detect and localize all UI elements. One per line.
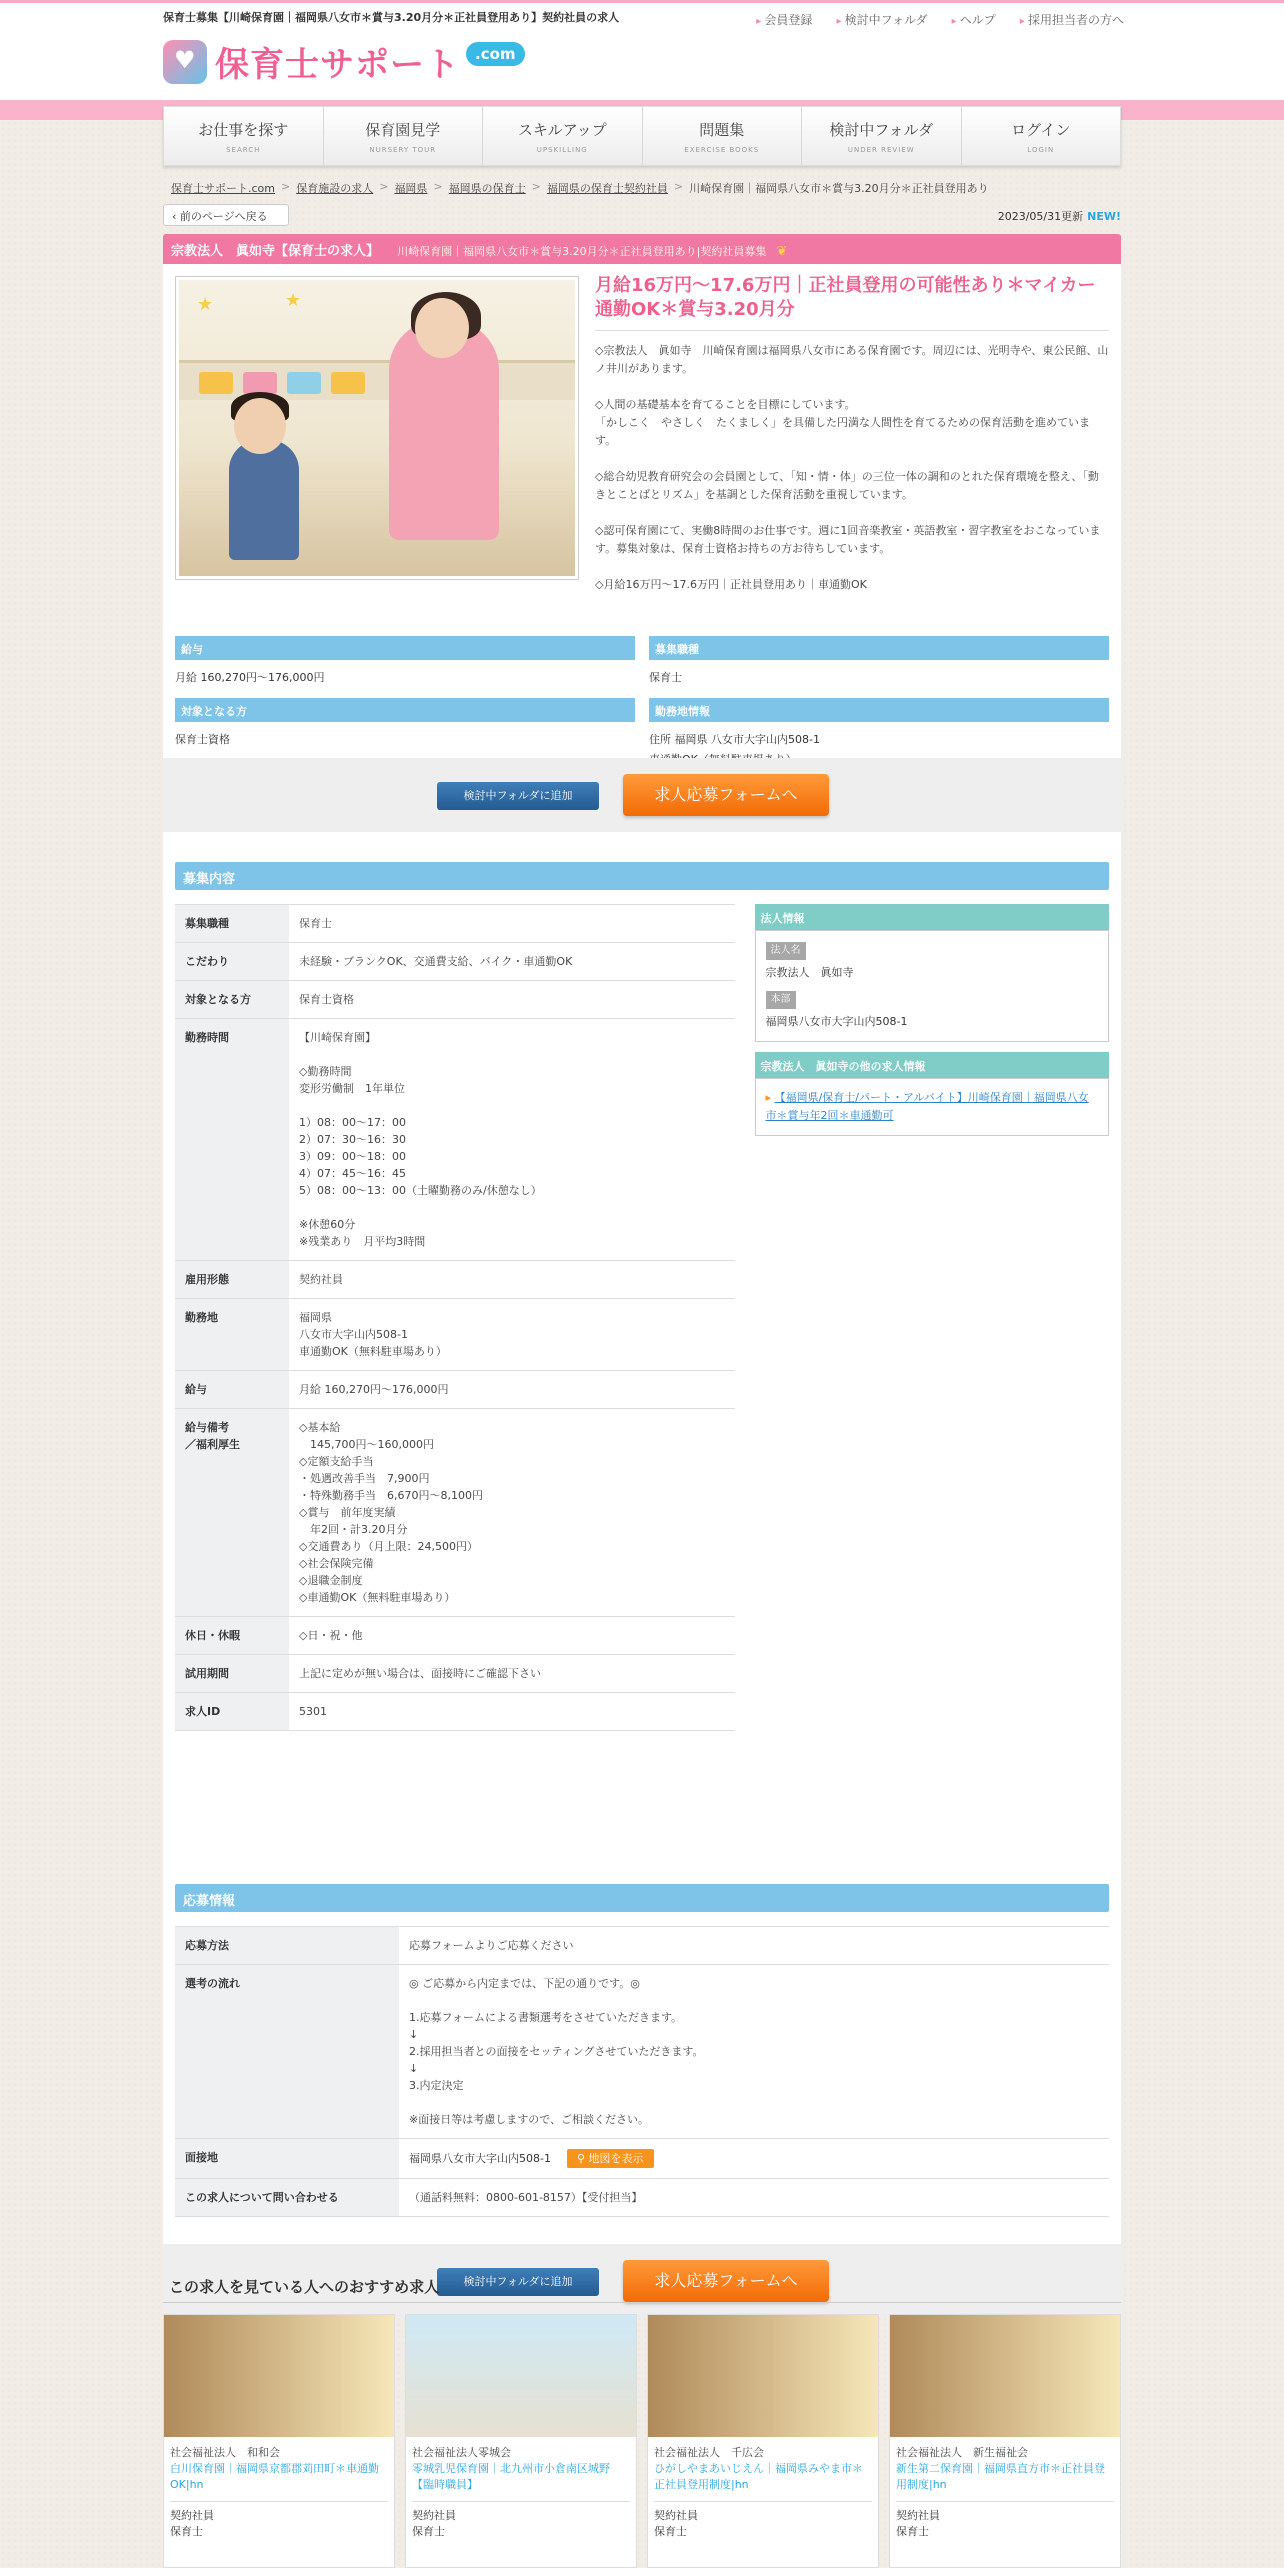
recommend-corp: 社会福祉法人 和和会 bbox=[170, 2446, 280, 2459]
row-key: 休日・休暇 bbox=[175, 1617, 289, 1655]
recruit-columns bbox=[175, 904, 1109, 1731]
place-address: 住所 福岡県 八女市大字山内508-1 bbox=[649, 733, 820, 746]
map-button-label: 地図を表示 bbox=[588, 2152, 644, 2165]
back-label: 前のページへ戻る bbox=[179, 210, 268, 223]
job-overview bbox=[163, 264, 1121, 758]
recommend-image bbox=[648, 2315, 878, 2437]
nav-label: 検討中フォルダ bbox=[829, 121, 934, 139]
recommend-card[interactable] bbox=[163, 2314, 395, 2568]
row-value: ◇基本給 145,700円～160,000円 ◇定額支給手当 ・処遇改善手当 7,900円 ・特殊勤務手当 6,670円～8,100円 ◇賞与 前年度実績 年2回・計3.20月分 ◇交通費あり（月上限：24,500円） ◇社会保険完備 ◇退職金制度 ◇車通勤OK（無料駐車場あり） bbox=[289, 1409, 735, 1617]
back-button[interactable] bbox=[163, 204, 289, 226]
row-key: 給与備考 ／福利厚生 bbox=[175, 1409, 289, 1617]
nav-nursery-tour[interactable] bbox=[324, 107, 484, 165]
row-value bbox=[399, 2139, 1109, 2179]
recommend-title-link[interactable]: 零城乳児保育園｜北九州市小倉南区城野【臨時職員】 bbox=[412, 2462, 610, 2491]
divider bbox=[896, 2501, 1114, 2502]
job-description bbox=[595, 342, 1109, 612]
recommend-type: 契約社員 bbox=[654, 2509, 698, 2522]
row-value: 上記に定めが無い場合は、面接時にご確認下さい bbox=[289, 1655, 735, 1693]
row-key: この求人について問い合わせる bbox=[175, 2179, 399, 2217]
table-row bbox=[175, 2139, 1109, 2179]
divider bbox=[412, 2501, 630, 2502]
nav-sublabel: UPSKILLING bbox=[536, 146, 588, 154]
register-link[interactable]: ▸ 会員登録 bbox=[756, 11, 812, 28]
summary-salary bbox=[175, 636, 635, 698]
updated-date bbox=[998, 208, 1121, 224]
folder-link[interactable]: ▸ 検討中フォルダ bbox=[836, 11, 927, 28]
breadcrumb-contract[interactable]: 福岡県の保育士契約社員 bbox=[546, 182, 668, 195]
cta-bar-top bbox=[163, 758, 1121, 832]
desc-paragraph: ◇宗教法人 眞如寺 川崎保育園は福岡県八女市にある保育園です。周辺には、光明寺や、東公民館、山ノ井川があります。 bbox=[595, 344, 1109, 375]
table-row bbox=[175, 1617, 735, 1655]
row-value: 【川崎保育園】 ◇勤務時間 変形労働制 1年単位 1）08：00～17：00 2）07：30～16：30 3）09：00～18：00 4）07：45～16：45 5）08：00～13：00（土曜勤務のみ/休憩なし） ※休憩60分 ※残業あり 月平均3時間 bbox=[289, 1019, 735, 1261]
recommend-image bbox=[890, 2315, 1120, 2437]
recommend-body bbox=[406, 2437, 636, 2548]
job-headline: 月給16万円～17.6万円｜正社員登用の可能性あり＊マイカー通勤OK＊賞与3.20月分 bbox=[595, 274, 1109, 331]
summary-value: 保育士 bbox=[649, 671, 682, 684]
summary-heading: 給与 bbox=[175, 636, 635, 660]
desc-paragraph: ◇総合幼児教育研究会の会員園として、「知・情・体」の三位一体の調和のとれた保育環境を整え、「動きとことばとリズム」を基調とした保育活動を重視しています。 bbox=[595, 470, 1099, 501]
toy-box bbox=[287, 372, 321, 394]
site-logo[interactable] bbox=[163, 37, 525, 86]
row-value: 契約社員 bbox=[289, 1261, 735, 1299]
nav-login[interactable] bbox=[962, 107, 1121, 165]
table-row bbox=[175, 1409, 735, 1617]
table-row bbox=[175, 1927, 1109, 1965]
show-map-button[interactable] bbox=[567, 2149, 654, 2168]
row-key: 勤務地 bbox=[175, 1299, 289, 1371]
summary-job bbox=[649, 636, 1109, 698]
add-to-folder-button[interactable]: 検討中フォルダに追加 bbox=[437, 782, 599, 810]
row-key: 給与 bbox=[175, 1371, 289, 1409]
recommend-job: 保育士 bbox=[170, 2525, 203, 2538]
recommend-job: 保育士 bbox=[654, 2525, 687, 2538]
breadcrumb-separator: > bbox=[531, 180, 541, 193]
section-heading: 募集内容 bbox=[175, 862, 1109, 890]
table-row bbox=[175, 1261, 735, 1299]
row-value: ◎ ご応募から内定までは、下記の通りです。◎ 1.応募フォームによる書類選考をさせていただきます。 ↓ 2.採用担当者との面接をセッティングさせていただきます。 ↓ 3.内定決定 ※面接日等は考慮しますので、ご相談ください。 bbox=[399, 1965, 1109, 2139]
row-key: 応募方法 bbox=[175, 1927, 399, 1965]
breadcrumb-home[interactable]: 保育士サポート.com bbox=[171, 182, 275, 195]
row-value: 月給 160,270円～176,000円 bbox=[289, 1371, 735, 1409]
corp-name: 宗教法人 眞如寺 bbox=[765, 966, 854, 979]
main-nav bbox=[163, 106, 1121, 166]
shelf-shape bbox=[179, 360, 575, 400]
row-key: こだわり bbox=[175, 943, 289, 981]
recommend-card[interactable] bbox=[647, 2314, 879, 2568]
table-row bbox=[175, 1693, 735, 1731]
job-photo bbox=[175, 276, 579, 580]
apply-table bbox=[175, 1926, 1109, 2217]
summary-value: 保育士資格 bbox=[175, 733, 230, 746]
recommend-corp: 社会福祉法人 新生福祉会 bbox=[896, 2446, 1028, 2459]
table-row bbox=[175, 1965, 1109, 2139]
add-to-folder-button[interactable]: 検討中フォルダに追加 bbox=[437, 2268, 599, 2296]
row-key: 勤務時間 bbox=[175, 1019, 289, 1261]
toy-box bbox=[199, 372, 233, 394]
divider bbox=[654, 2501, 872, 2502]
recommend-job: 保育士 bbox=[896, 2525, 929, 2538]
job-subtitle: 川崎保育園｜福岡県八女市＊賞与3.20月分＊正社員登用あり|契約社員募集 bbox=[397, 245, 767, 258]
row-value: 保育士 bbox=[289, 905, 735, 943]
divider bbox=[170, 2501, 388, 2502]
recommend-corp: 社会福祉法人 千広会 bbox=[654, 2446, 764, 2459]
row-value: （通話料無料：0800-601-8157）【受付担当】 bbox=[399, 2179, 1109, 2217]
row-key: 対象となる方 bbox=[175, 981, 289, 1019]
nav-under-review[interactable] bbox=[802, 107, 962, 165]
nav-label: ログイン bbox=[1011, 121, 1071, 139]
other-jobs-box bbox=[755, 1078, 1109, 1136]
row-key: 試用期間 bbox=[175, 1655, 289, 1693]
corp-heading: 法人情報 bbox=[755, 904, 1109, 930]
apply-form-button[interactable]: 求人応募フォームへ bbox=[623, 774, 829, 816]
breadcrumb-prefecture[interactable]: 福岡県 bbox=[394, 182, 428, 195]
logo-text: 保育士サポート bbox=[215, 45, 460, 85]
table-row bbox=[175, 981, 735, 1019]
nav-label: 保育園見学 bbox=[365, 121, 441, 139]
recommend-type: 契約社員 bbox=[170, 2509, 214, 2522]
recommend-image bbox=[406, 2315, 636, 2437]
breadcrumb-separator: > bbox=[379, 180, 389, 193]
recruit-table-body bbox=[175, 905, 735, 1731]
recruit-table bbox=[175, 904, 735, 1731]
row-value: 福岡県 八女市大字山内508-1 車通勤OK（無料駐車場あり） bbox=[289, 1299, 735, 1371]
nav-sublabel: LOGIN bbox=[1027, 146, 1055, 154]
updated-text: 2023/05/31更新 bbox=[997, 210, 1084, 223]
star-decoration-icon: ★ bbox=[285, 290, 302, 311]
teacher-head bbox=[415, 298, 469, 358]
row-value: 応募フォームよりご応募ください bbox=[399, 1927, 1109, 1965]
recruiter-link[interactable]: ▸ 採用担当者の方へ bbox=[1020, 11, 1124, 28]
nav-label: お仕事を探す bbox=[198, 121, 289, 139]
beginner-mark-icon: ❦ bbox=[776, 244, 788, 259]
recommend-type: 契約社員 bbox=[896, 2509, 940, 2522]
breadcrumb-separator: > bbox=[673, 180, 684, 193]
recommend-heading: この求人を見ている人へのおすすめ求人 bbox=[169, 2278, 440, 2296]
section-heading: 応募情報 bbox=[175, 1884, 1109, 1912]
recommend-body bbox=[164, 2437, 394, 2548]
recommend-corp: 社会福祉法人零城会 bbox=[412, 2446, 511, 2459]
apply-section bbox=[163, 1884, 1121, 2244]
new-badge: NEW! bbox=[1087, 210, 1121, 223]
breadcrumb-facility[interactable]: 保育施設の求人 bbox=[296, 182, 374, 195]
breadcrumb bbox=[171, 180, 989, 196]
toy-box bbox=[331, 372, 365, 394]
table-row bbox=[175, 1655, 735, 1693]
site-header bbox=[0, 0, 1284, 100]
row-value: 保育士資格 bbox=[289, 981, 735, 1019]
recruit-section bbox=[163, 832, 1121, 1884]
arrow-right-icon: ▸ bbox=[765, 1091, 775, 1104]
summary-value: 月給 160,270円～176,000円 bbox=[175, 671, 325, 684]
row-key: 募集職種 bbox=[175, 905, 289, 943]
table-row bbox=[175, 943, 735, 981]
other-job-link[interactable]: 【福岡県/保育士/パート・アルバイト】川崎保育園｜福岡県八女市＊賞与年2回＊車通勤可 bbox=[765, 1091, 1089, 1122]
recommend-card[interactable] bbox=[405, 2314, 637, 2568]
nav-search[interactable] bbox=[164, 107, 324, 165]
recommend-image bbox=[164, 2315, 394, 2437]
corp-info-box bbox=[755, 930, 1109, 1042]
table-row bbox=[175, 2179, 1109, 2217]
corp-hq: 福岡県八女市大字山内508-1 bbox=[765, 1015, 908, 1028]
nav-sublabel: EXERCISE BOOKS bbox=[684, 146, 760, 154]
table-row bbox=[175, 1371, 735, 1409]
help-link[interactable]: ▸ ヘルプ bbox=[952, 11, 996, 28]
recommend-type: 契約社員 bbox=[412, 2509, 456, 2522]
nav-exercise-books[interactable] bbox=[643, 107, 803, 165]
nav-upskilling[interactable] bbox=[483, 107, 643, 165]
recommend-title-link[interactable]: 新生第二保育園｜福岡県直方市＊正社員登用制度|hn bbox=[896, 2462, 1105, 2491]
corp-name-tag: 法人名 bbox=[766, 942, 806, 960]
recommend-card[interactable] bbox=[889, 2314, 1121, 2568]
toy-box bbox=[243, 372, 277, 394]
breadcrumb-current: 川崎保育園｜福岡県八女市＊賞与3.20月分＊正社員登用あり bbox=[689, 182, 989, 195]
star-decoration-icon: ★ bbox=[197, 294, 214, 315]
row-key: 求人ID bbox=[175, 1693, 289, 1731]
breadcrumb-nurse[interactable]: 福岡県の保育士 bbox=[448, 182, 526, 195]
summary-heading: 勤務地情報 bbox=[649, 698, 1109, 722]
job-card bbox=[163, 234, 1121, 2318]
map-pin-icon: ⚲ bbox=[576, 2152, 589, 2165]
nav-label: 問題集 bbox=[699, 121, 745, 139]
corp-sidebar bbox=[755, 904, 1109, 1731]
row-value: 未経験・ブランクOK、交通費支給、バイク・車通勤OK bbox=[289, 943, 735, 981]
table-row bbox=[175, 1019, 735, 1261]
recommend-body bbox=[890, 2437, 1120, 2548]
interview-address: 福岡県八女市大字山内508-1 bbox=[409, 2152, 551, 2165]
row-value: 5301 bbox=[289, 1693, 735, 1731]
job-title-bar bbox=[163, 234, 1121, 264]
desc-paragraph: ◇月給16万円～17.6万円｜正社員登用あり｜車通勤OK bbox=[595, 578, 867, 591]
child-figure bbox=[229, 440, 299, 560]
summary-heading: 募集職種 bbox=[649, 636, 1109, 660]
header-links bbox=[756, 11, 1124, 28]
heart-logo-icon bbox=[163, 40, 207, 84]
logo-com-badge: .com bbox=[466, 42, 525, 66]
table-row bbox=[175, 1299, 735, 1371]
breadcrumb-separator: > bbox=[433, 180, 443, 193]
row-key: 雇用形態 bbox=[175, 1261, 289, 1299]
nav-sublabel: NURSERY TOUR bbox=[369, 146, 437, 154]
recommend-job: 保育士 bbox=[412, 2525, 445, 2538]
row-key: 選考の流れ bbox=[175, 1965, 399, 2139]
recommend-body bbox=[648, 2437, 878, 2548]
apply-form-button[interactable]: 求人応募フォームへ bbox=[623, 2260, 829, 2302]
job-title: 宗教法人 眞如寺【保育士の求人】 bbox=[171, 244, 380, 259]
corp-hq-tag: 本部 bbox=[766, 991, 796, 1009]
desc-paragraph: ◇人間の基礎基本を育てることを目標にしています。 「かしこく やさしく たくましく」を具備した円満な人間性を育てるための保育活動を進めています。 bbox=[595, 398, 1090, 447]
summary-heading: 対象となる方 bbox=[175, 698, 635, 722]
nav-label: スキルアップ bbox=[517, 121, 607, 139]
page-tagline: 保育士募集【川崎保育園｜福岡県八女市＊賞与3.20月分＊正社員登用あり】契約社員の求人 bbox=[163, 11, 620, 24]
divider bbox=[163, 2302, 1121, 2303]
child-head bbox=[234, 398, 286, 454]
desc-paragraph: ◇認可保育園にて、実働8時間のお仕事です。週に1回音楽教室・英語教室・習字教室をおこなっています。募集対象は、保育士資格お持ちの方お待ちしています。 bbox=[595, 524, 1101, 555]
chevron-left-icon: ‹ bbox=[172, 210, 180, 223]
nursery-photo-image bbox=[179, 280, 575, 576]
recommend-title-link[interactable]: 白川保育園｜福岡県京都郡苅田町＊車通勤OK|hn bbox=[170, 2462, 379, 2491]
nav-sublabel: UNDER REVIEW bbox=[847, 146, 915, 154]
breadcrumb-separator: > bbox=[281, 180, 291, 193]
nav-sublabel: SEARCH bbox=[226, 146, 261, 154]
table-row bbox=[175, 905, 735, 943]
other-jobs-heading: 宗教法人 眞如寺の他の求人情報 bbox=[755, 1052, 1109, 1078]
recommend-title-link[interactable]: ひがしやまあいじえん｜福岡県みやま市＊正社員登用制度|hn bbox=[654, 2462, 863, 2491]
row-key: 面接地 bbox=[175, 2139, 399, 2179]
row-value: ◇日・祝・他 bbox=[289, 1617, 735, 1655]
